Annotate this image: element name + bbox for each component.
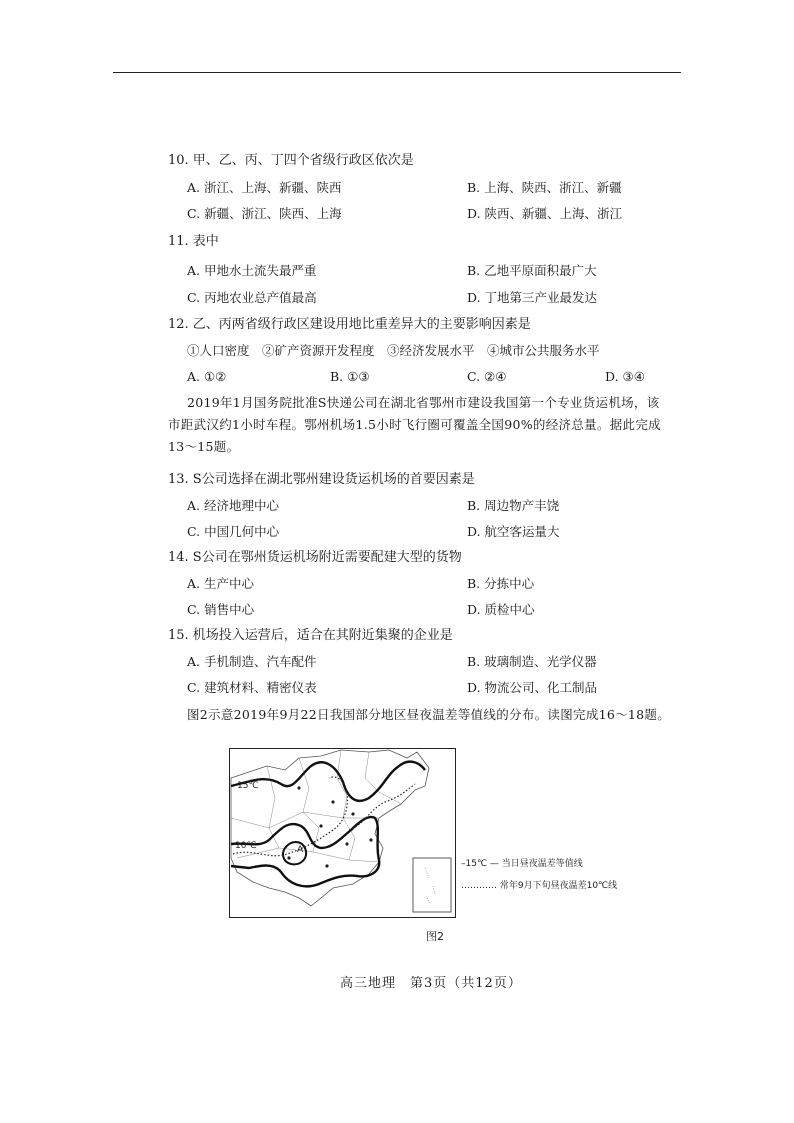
question-14-option-a: A. 生产中心 bbox=[187, 576, 254, 591]
question-10-option-d: D. 陕西、新疆、上海、浙江 bbox=[467, 206, 623, 221]
question-15-option-d: D. 物流公司、化工制品 bbox=[467, 680, 598, 695]
temperature-map bbox=[229, 748, 456, 918]
legend-solid-line: –15℃ — 当日昼夜温差等值线 bbox=[461, 859, 583, 869]
passage-13-15-line-3: 13～15题。 bbox=[168, 439, 240, 454]
question-13-option-d: D. 航空客运量大 bbox=[467, 524, 560, 539]
question-12-stem: 12. 乙、丙两省级行政区建设用地比重差异大的主要影响因素是 bbox=[168, 317, 531, 332]
passage-13-15-line-1: 2019年1月国务院批准S快递公司在湖北省鄂州市建设我国第一个专业货运机场，该 bbox=[187, 395, 660, 410]
question-12-factors: ①人口密度 ②矿产资源开发程度 ③经济发展水平 ④城市公共服务水平 bbox=[187, 343, 600, 358]
question-10-stem: 10. 甲、乙、丙、丁四个省级行政区依次是 bbox=[168, 153, 414, 168]
passage-16-18: 图2示意2019年9月22日我国部分地区昼夜温差等值线的分布。读图完成16～18题。 bbox=[187, 707, 671, 722]
question-13-option-c: C. 中国几何中心 bbox=[187, 524, 280, 539]
question-13-stem: 13. S公司选择在湖北鄂州建设货运机场的首要因素是 bbox=[168, 472, 475, 487]
passage-13-15-line-2: 市距武汉约1小时车程。鄂州机场1.5小时飞行圈可覆盖全国90%的经济总量。据此完成 bbox=[168, 417, 661, 432]
question-10-option-a: A. 浙江、上海、新疆、陕西 bbox=[187, 180, 342, 195]
question-12-option-d: D. ③④ bbox=[605, 369, 645, 384]
isoline-label-10: 10℃ bbox=[235, 841, 257, 851]
question-15-option-a: A. 手机制造、汽车配件 bbox=[187, 654, 317, 669]
question-10-option-c: C. 新疆、浙江、陕西、上海 bbox=[187, 206, 342, 221]
question-12-option-b: B. ①③ bbox=[330, 369, 370, 384]
question-11-option-a: A. 甲地水土流失最严重 bbox=[187, 263, 317, 278]
point-label-a: A bbox=[297, 845, 304, 855]
question-12-option-a: A. ①② bbox=[187, 369, 227, 384]
header-rule bbox=[113, 72, 681, 73]
question-14-option-d: D. 质检中心 bbox=[467, 602, 535, 617]
page-footer: 高三地理 第3页（共12页） bbox=[340, 976, 522, 991]
question-14-option-b: B. 分拣中心 bbox=[467, 576, 535, 591]
question-15-option-b: B. 玻璃制造、光学仪器 bbox=[467, 654, 597, 669]
question-15-stem: 15. 机场投入运营后，适合在其附近集聚的企业是 bbox=[168, 628, 453, 643]
question-11-option-d: D. 丁地第三产业最发达 bbox=[467, 290, 598, 305]
question-11-option-c: C. 丙地农业总产值最高 bbox=[187, 290, 317, 305]
question-10-option-b: B. 上海、陕西、浙江、新疆 bbox=[467, 180, 622, 195]
question-14-stem: 14. S公司在鄂州货运机场附近需要配建大型的货物 bbox=[168, 550, 462, 565]
question-14-option-c: C. 销售中心 bbox=[187, 602, 255, 617]
question-11-option-b: B. 乙地平原面积最广大 bbox=[467, 263, 597, 278]
question-13-option-a: A. 经济地理中心 bbox=[187, 498, 279, 513]
figure-caption: 图2 bbox=[426, 930, 444, 943]
question-12-option-c: C. ②④ bbox=[467, 369, 507, 384]
question-11-stem: 11. 表中 bbox=[168, 234, 219, 249]
isoline-label-15: 15℃ bbox=[237, 781, 259, 791]
question-13-option-b: B. 周边物产丰饶 bbox=[467, 498, 560, 513]
legend-dotted-line: ………… 常年9月下旬昼夜温差10℃线 bbox=[461, 881, 618, 891]
question-15-option-c: C. 建筑材料、精密仪表 bbox=[187, 680, 317, 695]
